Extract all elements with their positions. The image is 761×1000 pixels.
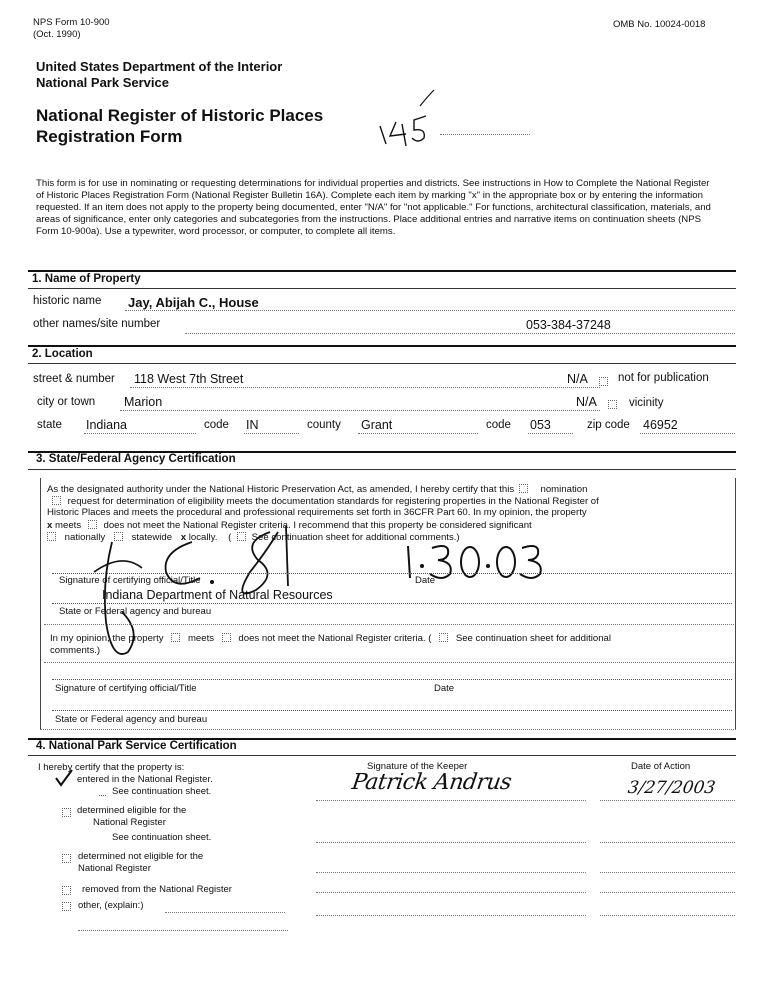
handwritten-number-145 (372, 86, 442, 152)
signature-line (52, 573, 732, 574)
omb-number: OMB No. 10024-0018 (613, 19, 706, 30)
section-rule (28, 363, 736, 364)
county-code-value: 053 (530, 418, 551, 432)
eligible-checkbox[interactable] (62, 808, 71, 817)
other-label: other, (explain:) (78, 900, 144, 911)
keeper-line (316, 800, 586, 801)
see-continuation-label: See continuation sheet for additional comments.) (251, 532, 460, 543)
fill-line (185, 333, 735, 334)
fill-line (316, 842, 586, 843)
form-title-line1: National Register of Historic Places (36, 106, 324, 125)
vicinity-value: N/A (576, 395, 597, 409)
fill-line (600, 872, 735, 873)
agency-label: State or Federal agency and bureau (59, 606, 212, 617)
keeper-signature-label: Signature of the Keeper (367, 761, 468, 772)
other-names-value: 053-384-37248 (526, 318, 611, 332)
checkmark-icon[interactable] (54, 769, 74, 787)
city-label: city or town (37, 396, 96, 408)
see-continuation-2: See continuation sheet. (112, 832, 212, 843)
opinion-continuation-checkbox[interactable] (439, 633, 448, 642)
signature-label-2: Signature of certifying official/Title (55, 683, 197, 694)
section-rule (28, 755, 736, 756)
city-value: Marion (124, 395, 163, 409)
cert-meets: meets (55, 520, 82, 531)
fill-line (316, 915, 586, 916)
action-date: 3/27/2003 (626, 778, 717, 798)
street-label: street & number (33, 373, 115, 385)
form-title-line2: Registration Form (36, 127, 183, 146)
section-rule (28, 469, 736, 470)
removed-checkbox[interactable] (62, 886, 71, 895)
fill-line (40, 729, 736, 730)
section-rule (28, 270, 736, 272)
historic-name-value: Jay, Abijah C., House (128, 295, 259, 310)
statewide-label: statewide (131, 532, 173, 543)
eligible-label-b: National Register (93, 817, 166, 828)
cert-box-right (735, 478, 736, 730)
fill-line (44, 624, 734, 625)
signature-label: Signature of certifying official/Title (59, 575, 201, 586)
section-rule (28, 345, 736, 347)
instructions-paragraph: This form is for use in nominating or requesting determinations for individual properties and districts. See instructions in How to Complete the National Register of Historic Places Registration Form (National Register Bulletin 16A). Complete each item by marking "x" in the appropriate box or by entering the information requested. If an item does not apply to the property being documented, enter "N/A" for "not applicable." For functions, architectural classification, materials, and areas of significance, enter only categories and subcategories from the instructions. Place additional entries and narrative items on continuation sheets (NPS Form 10-900a). Use a typewriter, word processor, or computer, to complete all items. (36, 178, 711, 237)
county-label: county (307, 419, 341, 431)
see-continuation-1-checkbox[interactable] (99, 788, 106, 796)
see-continuation-1: See continuation sheet. (112, 786, 212, 797)
not-eligible-label-b: National Register (78, 863, 151, 874)
fill-line (640, 433, 735, 434)
fill-line (600, 915, 735, 916)
cert-box-left (40, 478, 41, 730)
section4-heading: 4. National Park Service Certification (36, 740, 237, 752)
opinion-text-d: comments.) (50, 645, 101, 656)
fill-line (78, 930, 288, 931)
nps-certify-intro: I hereby certify that the property is: (38, 762, 185, 773)
fill-line (125, 310, 735, 311)
fill-line (316, 872, 586, 873)
service: National Park Service (36, 75, 169, 90)
fill-line (316, 892, 586, 893)
keeper-signature: Patrick Andrus (350, 770, 513, 795)
fill-line (358, 433, 478, 434)
opinion-text-b: does not meet the National Register criteria. ( (238, 633, 432, 644)
fill-line (165, 912, 285, 913)
fill-line (120, 410, 600, 411)
eligible-label-a: determined eligible for the (77, 805, 187, 816)
nomination-checkbox[interactable] (519, 484, 528, 493)
agency-value: Indiana Department of Natural Resources (102, 588, 333, 602)
cert-line1b: nomination (540, 484, 588, 495)
state-label: state (37, 419, 62, 431)
form-number: NPS Form 10-900 (33, 17, 110, 28)
not-for-publication-label: not for publication (618, 372, 709, 384)
fill-line (600, 842, 735, 843)
section3-heading: 3. State/Federal Agency Certification (36, 453, 236, 465)
street-value: 118 West 7th Street (134, 372, 244, 386)
cert-line4b: does not meet the National Register criteria. I recommend that this property be considered significant (103, 520, 532, 531)
signature-line-2 (52, 679, 732, 680)
vicinity-label: vicinity (629, 397, 664, 409)
meets-checkbox-checked[interactable]: x (47, 520, 53, 531)
zip-label: zip code (587, 419, 630, 431)
fill-line (244, 433, 299, 434)
action-date-line (600, 800, 735, 801)
section1-heading: 1. Name of Property (32, 273, 141, 285)
request-checkbox[interactable] (52, 496, 61, 505)
other-names-label: other names/site number (33, 318, 161, 330)
county-value: Grant (361, 418, 393, 432)
other-checkbox[interactable] (62, 902, 71, 911)
section2-heading: 2. Location (32, 348, 93, 360)
state-code-label: code (204, 419, 229, 431)
locally-label: locally. (188, 532, 218, 543)
opinion-not-meet-checkbox[interactable] (222, 633, 231, 642)
state-value: Indiana (86, 418, 128, 432)
fill-line (528, 433, 573, 434)
date-of-action-label: Date of Action (631, 761, 691, 772)
agency-line (52, 603, 732, 604)
not-eligible-checkbox[interactable] (62, 854, 71, 863)
state-code-value: IN (246, 418, 259, 432)
nationally-checkbox[interactable] (47, 532, 56, 541)
section-rule (28, 288, 736, 289)
entered-label: entered in the National Register. (77, 774, 213, 785)
agency-line-2 (52, 710, 732, 711)
pencil-mark (440, 134, 530, 135)
department: United States Department of the Interior (36, 59, 283, 74)
cert-line1a: As the designated authority under the National Historic Preservation Act, as amended, I hereby certify that this (47, 484, 515, 495)
date-label: Date (415, 575, 436, 586)
opinion-meets-checkbox[interactable] (171, 633, 180, 642)
date-label-2: Date (434, 683, 455, 694)
form-date: (Oct. 1990) (33, 29, 81, 40)
cert-line3: Historic Places and meets the procedural and professional requirements set forth in 36CFR Part 60. In my opinion, the property (47, 507, 587, 518)
not-for-publication-checkbox[interactable] (599, 377, 608, 386)
not-eligible-label-a: determined not eligible for the (78, 851, 204, 862)
not-for-publication-value: N/A (567, 372, 588, 386)
fill-line (44, 662, 734, 663)
fill-line (84, 433, 196, 434)
historic-name-label: historic name (33, 295, 102, 307)
opinion-text-a: In my opinion, the property (50, 633, 164, 644)
county-code-label: code (486, 419, 511, 431)
zip-value: 46952 (643, 418, 678, 432)
fill-line (600, 892, 735, 893)
nationally-label: nationally (64, 532, 106, 543)
vicinity-checkbox[interactable] (608, 400, 617, 409)
opinion-text-c: See continuation sheet for additional (455, 633, 612, 644)
locally-checkbox-checked[interactable]: x (180, 532, 187, 543)
opinion-meets: meets (187, 633, 215, 644)
agency-label-2: State or Federal agency and bureau (55, 714, 208, 725)
removed-label: removed from the National Register (82, 884, 232, 895)
fill-line (130, 387, 600, 388)
cert-line2: request for determination of eligibility meets the documentation standards for registering properties in the National Register of (67, 496, 599, 507)
